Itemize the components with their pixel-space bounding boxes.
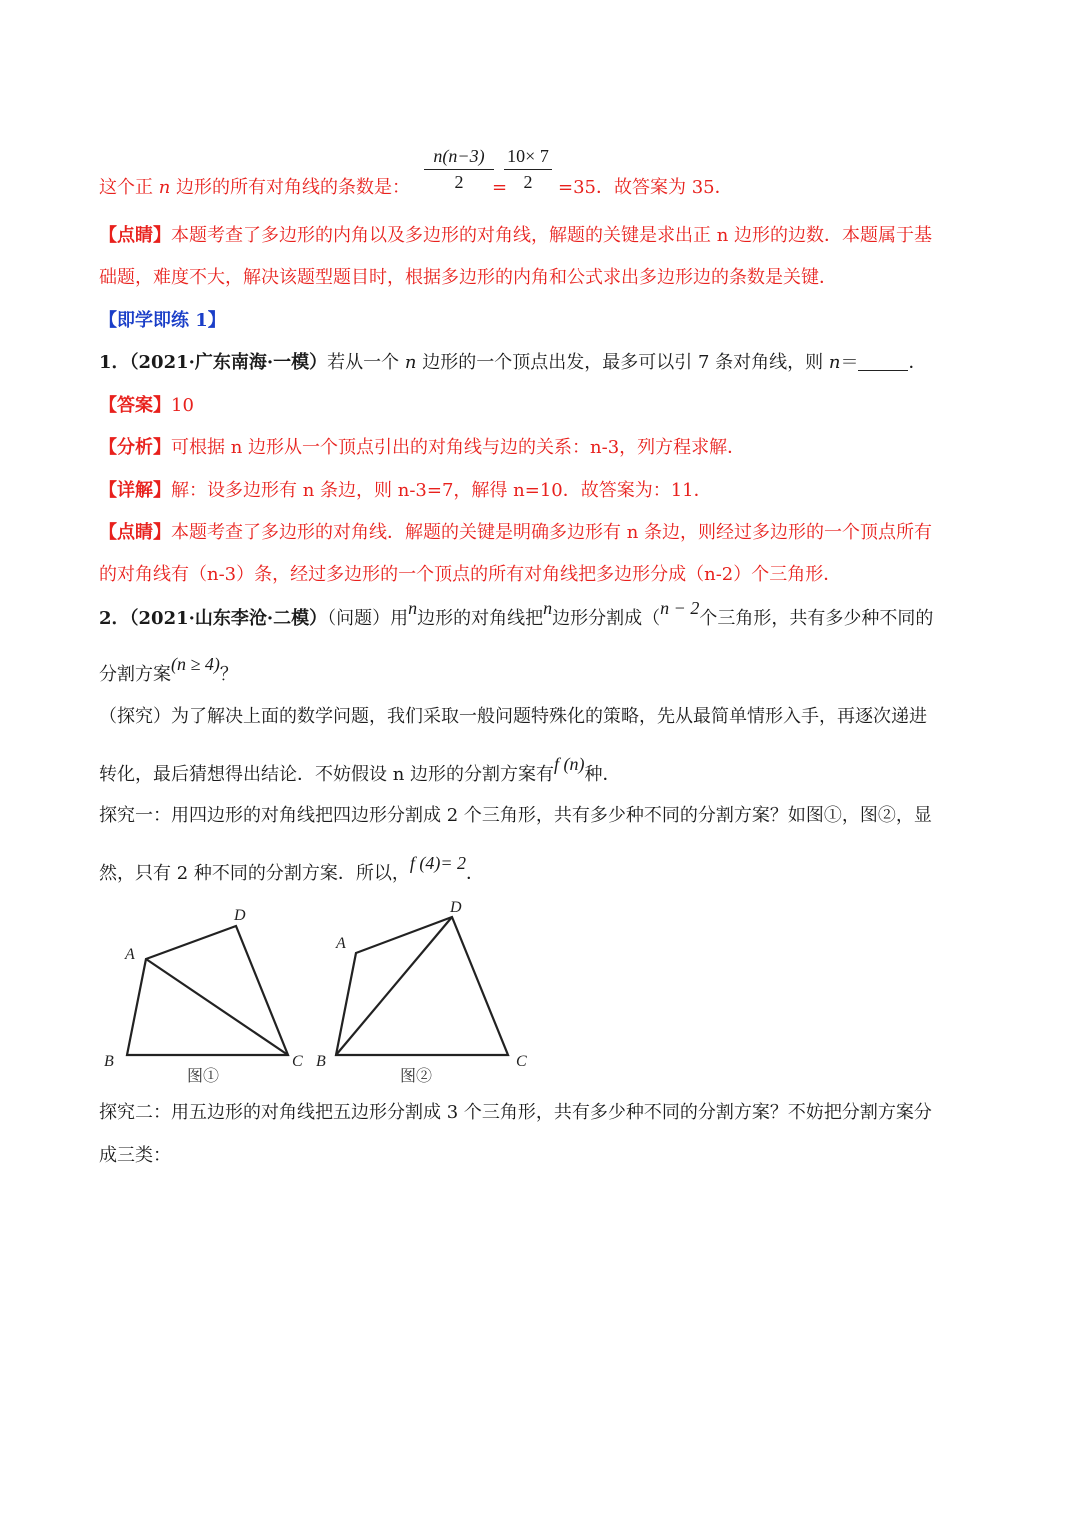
q2-text-1b: 边形的对角线把 — [417, 608, 544, 629]
question-2-line-2 — [99, 654, 238, 687]
q2-condition: (n ≥ 4) — [171, 654, 220, 674]
fig1-label-a: A — [125, 946, 135, 963]
q1-detail — [99, 479, 712, 503]
quadrilateral-figures — [0, 890, 1080, 1090]
practice-heading — [99, 309, 226, 333]
question-1 — [99, 351, 926, 375]
fraction2-denominator: 2 — [523, 172, 533, 192]
note-line-1 — [99, 224, 932, 248]
q1-n-var-2: n — [828, 352, 841, 373]
q1-text-b: 边形的一个顶点出发，最多可以引 7 条对角线，则 — [416, 352, 829, 373]
q2-n-var-2: n — [543, 598, 553, 618]
fig2-label-a: A — [336, 935, 346, 952]
explore-one-text-2a: 然，只有 2 种不同的分割方案．所以， — [99, 863, 410, 884]
q1-answer — [99, 394, 194, 418]
q1-number: 1． — [99, 352, 130, 373]
diagonal-count-line — [99, 176, 410, 200]
q2-number: 2． — [99, 608, 130, 629]
q1-note-tag: 【点睛】 — [99, 522, 171, 543]
q2-text-1c: 边形分割成（ — [552, 608, 661, 629]
fraction-bar — [424, 169, 494, 170]
figure-1 — [127, 926, 288, 1055]
explore-one-line-2 — [99, 853, 485, 886]
explore-one-text-1: 探究一：用四边形的对角线把四边形分割成 2 个三角形，共有多少种不同的分割方案？如图①，图②，显 — [99, 805, 932, 826]
q1-source: （2021·广东南海·一模） — [129, 352, 328, 373]
practice-heading-text: 【即学即练 1】 — [99, 310, 226, 331]
fraction-formula — [424, 146, 494, 193]
fig1-quadrilateral — [127, 926, 288, 1055]
q1-note-line-2 — [99, 563, 841, 587]
explore-two-text-1: 探究二：用五边形的对角线把五边形分割成 3 个三角形，共有多少种不同的分割方案？不妨把分割方案分 — [99, 1102, 932, 1123]
result-line — [558, 176, 733, 200]
q2-text-1a: （问题）用 — [327, 608, 409, 629]
fig2-quadrilateral — [336, 917, 508, 1055]
explore-text-2a: 转化，最后猜想得出结论．不妨假设 n 边形的分割方案有 — [99, 764, 555, 785]
fig2-label-b: B — [316, 1053, 326, 1070]
figure-2 — [336, 917, 508, 1055]
fig2-label-c: C — [516, 1053, 527, 1070]
line-mid: 边形的所有对角线的条数是： — [170, 177, 411, 198]
note-tag: 【点睛】 — [99, 225, 171, 246]
fig1-caption: 图① — [187, 1068, 220, 1085]
explore-one-line-1 — [99, 804, 932, 828]
answer-blank — [858, 352, 908, 371]
fraction2-bar — [504, 169, 552, 170]
n-var: n — [158, 177, 171, 198]
explore-one-text-2end: ． — [466, 863, 485, 884]
explore-two-line-1 — [99, 1101, 932, 1125]
q2-text-2end: ？ — [219, 664, 238, 685]
analysis-tag: 【分析】 — [99, 437, 171, 458]
q1-text-c: ＝ — [840, 352, 859, 373]
question-2-line-1 — [99, 598, 934, 631]
fig1-label-d: D — [234, 907, 246, 924]
q1-end: ． — [908, 352, 927, 373]
q2-text-2a: 分割方案 — [99, 664, 171, 685]
fraction-numerator: n(n−3) — [433, 146, 485, 166]
fraction-denominator: 2 — [454, 172, 464, 192]
f-4-math: f (4)= 2 — [409, 853, 467, 873]
fig1-label-b: B — [104, 1053, 114, 1070]
q2-source: （2021·山东李沧·二模） — [129, 608, 328, 629]
analysis-text: 可根据 n 边形从一个顶点引出的对角线与边的关系：n-3，列方程求解． — [171, 437, 746, 458]
result-text: =35．故答案为 35． — [558, 177, 733, 198]
explore-text-2end: 种． — [584, 764, 621, 785]
detail-tag: 【详解】 — [99, 480, 171, 501]
fig1-label-c: C — [292, 1053, 303, 1070]
detail-text: 解：设多边形有 n 条边，则 n-3=7，解得 n=10．故答案为：11． — [171, 480, 712, 501]
q2-text-1e: 个三角形，共有多少种不同的 — [699, 608, 934, 629]
fraction2-numerator: 10× 7 — [507, 146, 549, 166]
note-text-2: 础题，难度不大，解决该题型题目时，根据多边形的内角和公式求出多边形边的条数是关键． — [99, 267, 837, 288]
fraction-values — [504, 146, 552, 193]
explore-line-1 — [99, 705, 927, 729]
note-text-1: 本题考查了多边形的内角以及多边形的对角线，解题的关键是求出正 n 边形的边数．本题属于基 — [171, 225, 933, 246]
fig2-caption: 图② — [400, 1068, 433, 1085]
equals-text: = — [492, 177, 508, 198]
q1-note-text-2: 的对角线有（n-3）条，经过多边形的一个顶点的所有对角线把多边形分成（n-2）个三角形． — [99, 564, 842, 585]
q1-text-a: 若从一个 — [327, 352, 405, 373]
q1-note-line-1 — [99, 521, 932, 545]
answer-tag: 【答案】 — [99, 395, 171, 416]
q2-math-n-minus-2: n − 2 — [660, 598, 700, 618]
explore-text-1: （探究）为了解决上面的数学问题，我们采取一般问题特殊化的策略，先从最简单情形入手，再逐次递进 — [99, 706, 927, 727]
f-n-math: f (n) — [554, 754, 585, 774]
note-line-2 — [99, 266, 837, 290]
q2-n-var: n — [408, 598, 418, 618]
explore-two-line-2 — [99, 1144, 171, 1168]
q1-n-var: n — [404, 352, 417, 373]
q1-note-text-1: 本题考查了多边形的对角线．解题的关键是明确多边形有 n 条边，则经过多边形的一个顶点所有 — [171, 522, 933, 543]
explore-line-2 — [99, 754, 621, 787]
answer-value: 10 — [171, 395, 194, 416]
explore-two-text-2: 成三类： — [99, 1145, 171, 1166]
q1-analysis — [99, 436, 745, 460]
fig2-label-d: D — [450, 899, 462, 916]
line-prefix: 这个正 — [99, 177, 159, 198]
fig1-diagonal-ac — [146, 959, 288, 1055]
